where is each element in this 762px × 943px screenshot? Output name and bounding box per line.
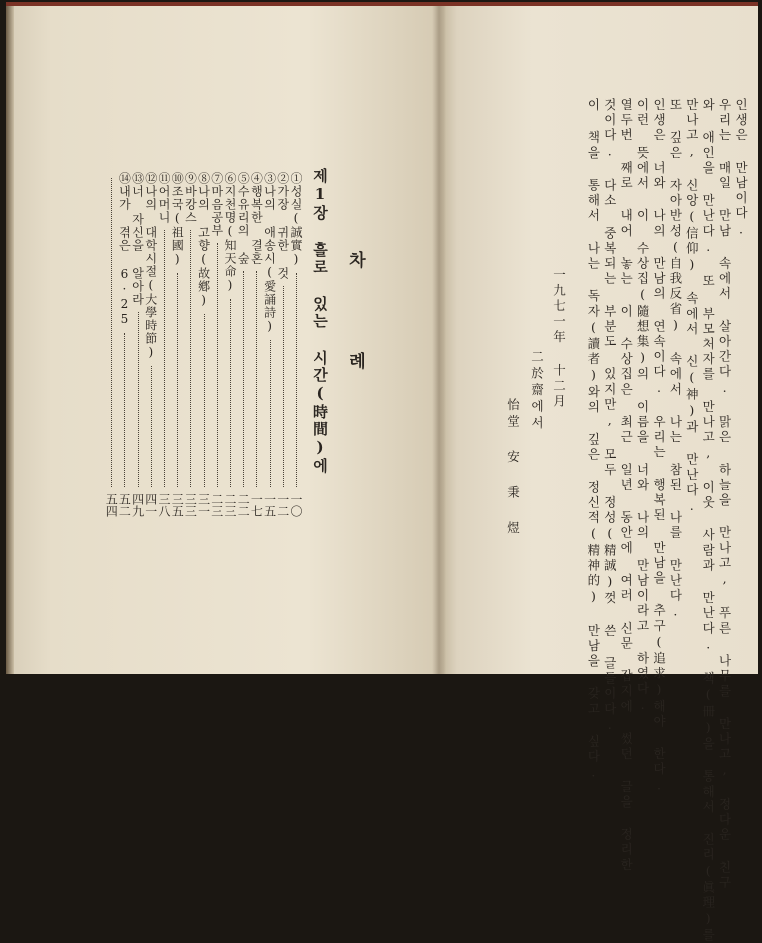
preface-place: 二於齋에서 — [529, 350, 545, 433]
toc-entry — [211, 172, 223, 517]
toc-leader-dots — [132, 312, 139, 487]
preface-line: 만나고, 신앙(信仰) 속에서 신(神)과 만난다. — [684, 98, 700, 516]
toc-entry — [132, 172, 144, 517]
book-gutter — [432, 6, 446, 674]
preface-line: 이런 뜻에서 이 수상집(隨想集)의 이름을 너와 나의 만남이라고 하였다. — [635, 98, 651, 715]
toc-entry-title: ④행복한 결혼 — [249, 172, 264, 265]
toc-entry-page: 三三 — [183, 493, 198, 517]
toc-entry-title: ⑭내가 겪은 6·25 — [117, 172, 132, 327]
toc-entry-title: ⑤수유리의 숲 — [236, 172, 251, 265]
toc-entry-page: 二三 — [223, 493, 237, 517]
toc-leader-dots — [250, 271, 257, 487]
toc-entry-page: 一〇 — [289, 493, 303, 517]
toc-leader-dots — [224, 299, 231, 487]
toc-leader-dots — [171, 273, 178, 487]
toc-entry-page: 五四 — [104, 493, 119, 517]
toc-entry-title: ⑬너 자신을 알아라 — [130, 172, 145, 306]
toc-entry — [158, 172, 170, 517]
toc-entry — [118, 172, 130, 517]
toc-chapter-heading: 제1장 흘로 있는 시간(時間)에 — [311, 168, 329, 475]
toc-leader-dots — [277, 286, 284, 487]
toc-entry-title: ③나의 애송시(愛誦詩) — [262, 172, 277, 334]
toc-entry-title: ⑩조국(祖國) — [170, 172, 185, 267]
toc-entry — [264, 172, 276, 517]
preface-line: 와 애인을 만난다. 또 부모처자를 만나고, 이웃 사람과 만난다. 책(冊)을 통해서 진리(眞理)를 — [700, 98, 716, 943]
toc-leader-dots — [237, 271, 244, 487]
toc-leader-dots — [145, 366, 152, 487]
toc-entry-page: 四一 — [143, 493, 158, 517]
toc-entry-title: ②가장 귀한 것 — [275, 172, 290, 280]
preface-line: 이 책을 통해서 나는 독자(讀者)와의 깊은 정신적(精神的) 만남을 갖고 싶다. — [585, 98, 601, 783]
preface-line: 것이다. 다소 중복되는 부분도 있지만, 모두 정성(精誠)껏 쓴 글들이다. — [602, 98, 618, 735]
toc-entry-title: ⑦마음공부 — [209, 172, 224, 237]
toc-leader-dots — [211, 243, 218, 487]
toc-entry-page: 一二 — [275, 493, 290, 517]
toc-entry-title: ⑥지천명(知天命) — [223, 172, 237, 293]
toc-entry-title: ①성실(誠實) — [289, 172, 303, 267]
toc-entry — [198, 172, 210, 517]
toc-entry-page: 三一 — [196, 493, 211, 517]
toc-entry-page: 二三 — [209, 493, 224, 517]
toc-entry-page: 三五 — [170, 493, 185, 517]
toc-title: 차 례 — [345, 251, 365, 401]
toc-entry-page: 三八 — [157, 493, 171, 517]
toc-entry — [224, 172, 236, 517]
toc-entry — [171, 172, 183, 517]
toc-entry-page: 二二 — [236, 493, 251, 517]
preface-line: 또 깊은 자아반성(自我反省) 속에서 나는 참된 나를 만난다. — [667, 98, 683, 622]
toc-entry-title: ⑫나의 대학시절(大學時節) — [143, 172, 158, 360]
preface-line: 우리는 매일 만남 속에서 살아간다. 맑은 하늘을 만나고, 푸른 나무를 만나고, 정다운 친구 — [717, 98, 733, 891]
preface-line: 인생은 너와 나의 만남의 연속이다. 우리는 행복된 만남을 추구(追求)해야 한다. — [651, 98, 667, 795]
toc-entry-title: ⑪어머니 — [157, 172, 171, 224]
preface-date: 一九七一年 十二月 — [551, 268, 567, 410]
book-spread — [6, 2, 758, 943]
preface-line: 열두번 째로 내어 놓는 이 수상집은 최근 일년 동안에 여러 신문 잡지에 썼던 글을 정리한 — [618, 98, 634, 873]
toc-entry — [250, 172, 262, 517]
toc-leader-dots — [184, 230, 191, 487]
page-edge — [6, 6, 14, 674]
toc-entry-page: 一五 — [262, 493, 277, 517]
toc-leader-dots — [264, 340, 271, 487]
toc-entry — [290, 172, 302, 517]
toc-entry — [184, 172, 196, 517]
toc-entry — [277, 172, 289, 517]
toc-leader-dots — [198, 314, 205, 487]
toc-entry — [237, 172, 249, 517]
preface-author: 怡堂 安 秉 煜 — [505, 398, 521, 538]
toc-entry — [105, 172, 117, 517]
preface-line: 인생은 만남이다. — [733, 98, 749, 239]
toc-entry-page: 五二 — [117, 493, 132, 517]
toc-leader-dots — [158, 230, 165, 487]
toc-leader-dots — [290, 273, 297, 487]
toc-leader-dots — [105, 178, 112, 487]
toc-entry-title: ⑧나의 고향(故鄕) — [196, 172, 211, 308]
toc-entry-page: 一七 — [249, 493, 264, 517]
toc-leader-dots — [118, 333, 125, 487]
toc-entry-page: 四九 — [130, 493, 145, 517]
toc-entry — [145, 172, 157, 517]
toc-entry-title: ⑨바캉스 — [183, 172, 198, 224]
